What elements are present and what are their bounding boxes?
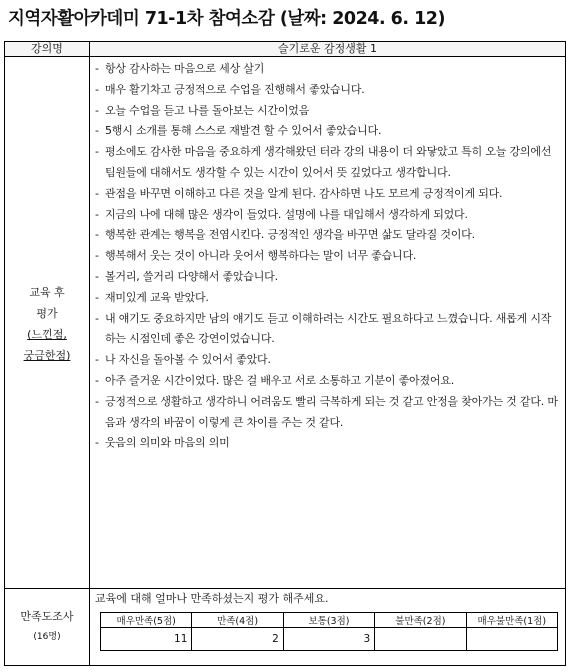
respondent-count: (16명): [33, 632, 61, 642]
satisfaction-question: 교육에 대해 얼마나 만족하셨는지 평가 해주세요.: [95, 592, 329, 605]
feedback-item: - 웃음의 의미와 마음의 의미: [95, 433, 561, 454]
score-value-row: [101, 628, 558, 651]
document-title: 지역자활아카데미 71-1차 참여소감 (날짜: 2024. 6. 12): [8, 9, 445, 29]
feedback-item: - 나 자신을 돌아볼 수 있어서 좋았다.: [95, 350, 561, 371]
score-header: 보통(3점): [283, 613, 374, 628]
feedback-list: [95, 59, 561, 454]
feedback-item: - 관점을 바꾸면 이해하고 다른 것을 알게 된다. 감사하면 나도 모르게 긍정적이게 되다.: [95, 184, 561, 205]
satisfaction-label: 만족도조사 (16명): [5, 606, 89, 646]
feedback-item: - 5행시 소개를 통해 스스로 재발견 할 수 있어서 좋았습니다.: [95, 121, 561, 142]
feedback-item: - 매우 활기차고 긍정적으로 수업을 진행해서 좋았습니다.: [95, 80, 561, 101]
score-value: 3: [283, 628, 374, 651]
score-header: 만족(4점): [192, 613, 283, 628]
score-header-row: [101, 613, 558, 628]
feedback-item: - 항상 감사하는 마음으로 세상 살기: [95, 59, 561, 80]
survey-table: [4, 41, 566, 666]
feedback-item: - 오늘 수업을 듣고 나를 돌아보는 시간이었음: [95, 101, 561, 122]
feedback-item: - 아주 즐거운 시간이었다. 많은 걸 배우고 서로 소통하고 기분이 좋아졌어요.: [95, 371, 561, 392]
feedback-item: - 볼거리, 쓸거리 다양해서 좋았습니다.: [95, 267, 561, 288]
score-value: [466, 628, 557, 651]
feedback-item: - 긍정적으로 생활하고 생각하니 어려움도 빨리 극복하게 되는 것 같고 안정을 찾아가는 것 같다. 마음과 생각의 바꿈이 이렇게 큰 차이를 주는 것 같다.: [95, 392, 561, 434]
score-value: [375, 628, 466, 651]
feedback-item: - 평소에도 감사한 마음을 중요하게 생각해왔던 터라 강의 내용이 더 와닿았고 특히 오늘 강의에선 팀원들에 대해서도 생각할 수 있는 시간이 있어서 뜻 깊었다고 생각합니다.: [95, 142, 561, 184]
feedback-item: - 지금의 나에 대해 많은 생각이 들었다. 설명에 나를 대입해서 생각하게 되었다.: [95, 205, 561, 226]
satisfaction-score-table: [100, 612, 558, 651]
score-value: 11: [101, 628, 192, 651]
score-header: 불만족(2점): [375, 613, 466, 628]
course-label: 강의명: [5, 42, 89, 56]
score-header: 매우만족(5점): [101, 613, 192, 628]
feedback-item: - 행복한 관계는 행복을 전염시킨다. 긍정적인 생각을 바꾸면 삶도 달라질 것이다.: [95, 225, 561, 246]
score-header: 매우불만족(1점): [466, 613, 557, 628]
feedback-item: - 재미있게 교육 받았다.: [95, 288, 561, 309]
score-value: 2: [192, 628, 283, 651]
course-name: 슬기로운 감정생활 1: [90, 42, 565, 56]
feedback-item: - 내 얘기도 중요하지만 남의 얘기도 듣고 이해하려는 시간도 필요하다고 느꼈습니다. 새롭게 시작하는 시점인데 좋은 강연이었습니다.: [95, 309, 561, 351]
feedback-item: - 행복해서 웃는 것이 아니라 웃어서 행복하다는 말이 너무 좋습니다.: [95, 246, 561, 267]
evaluation-label: 교육 후 평가 (느낀점, 궁금한점): [23, 286, 71, 362]
